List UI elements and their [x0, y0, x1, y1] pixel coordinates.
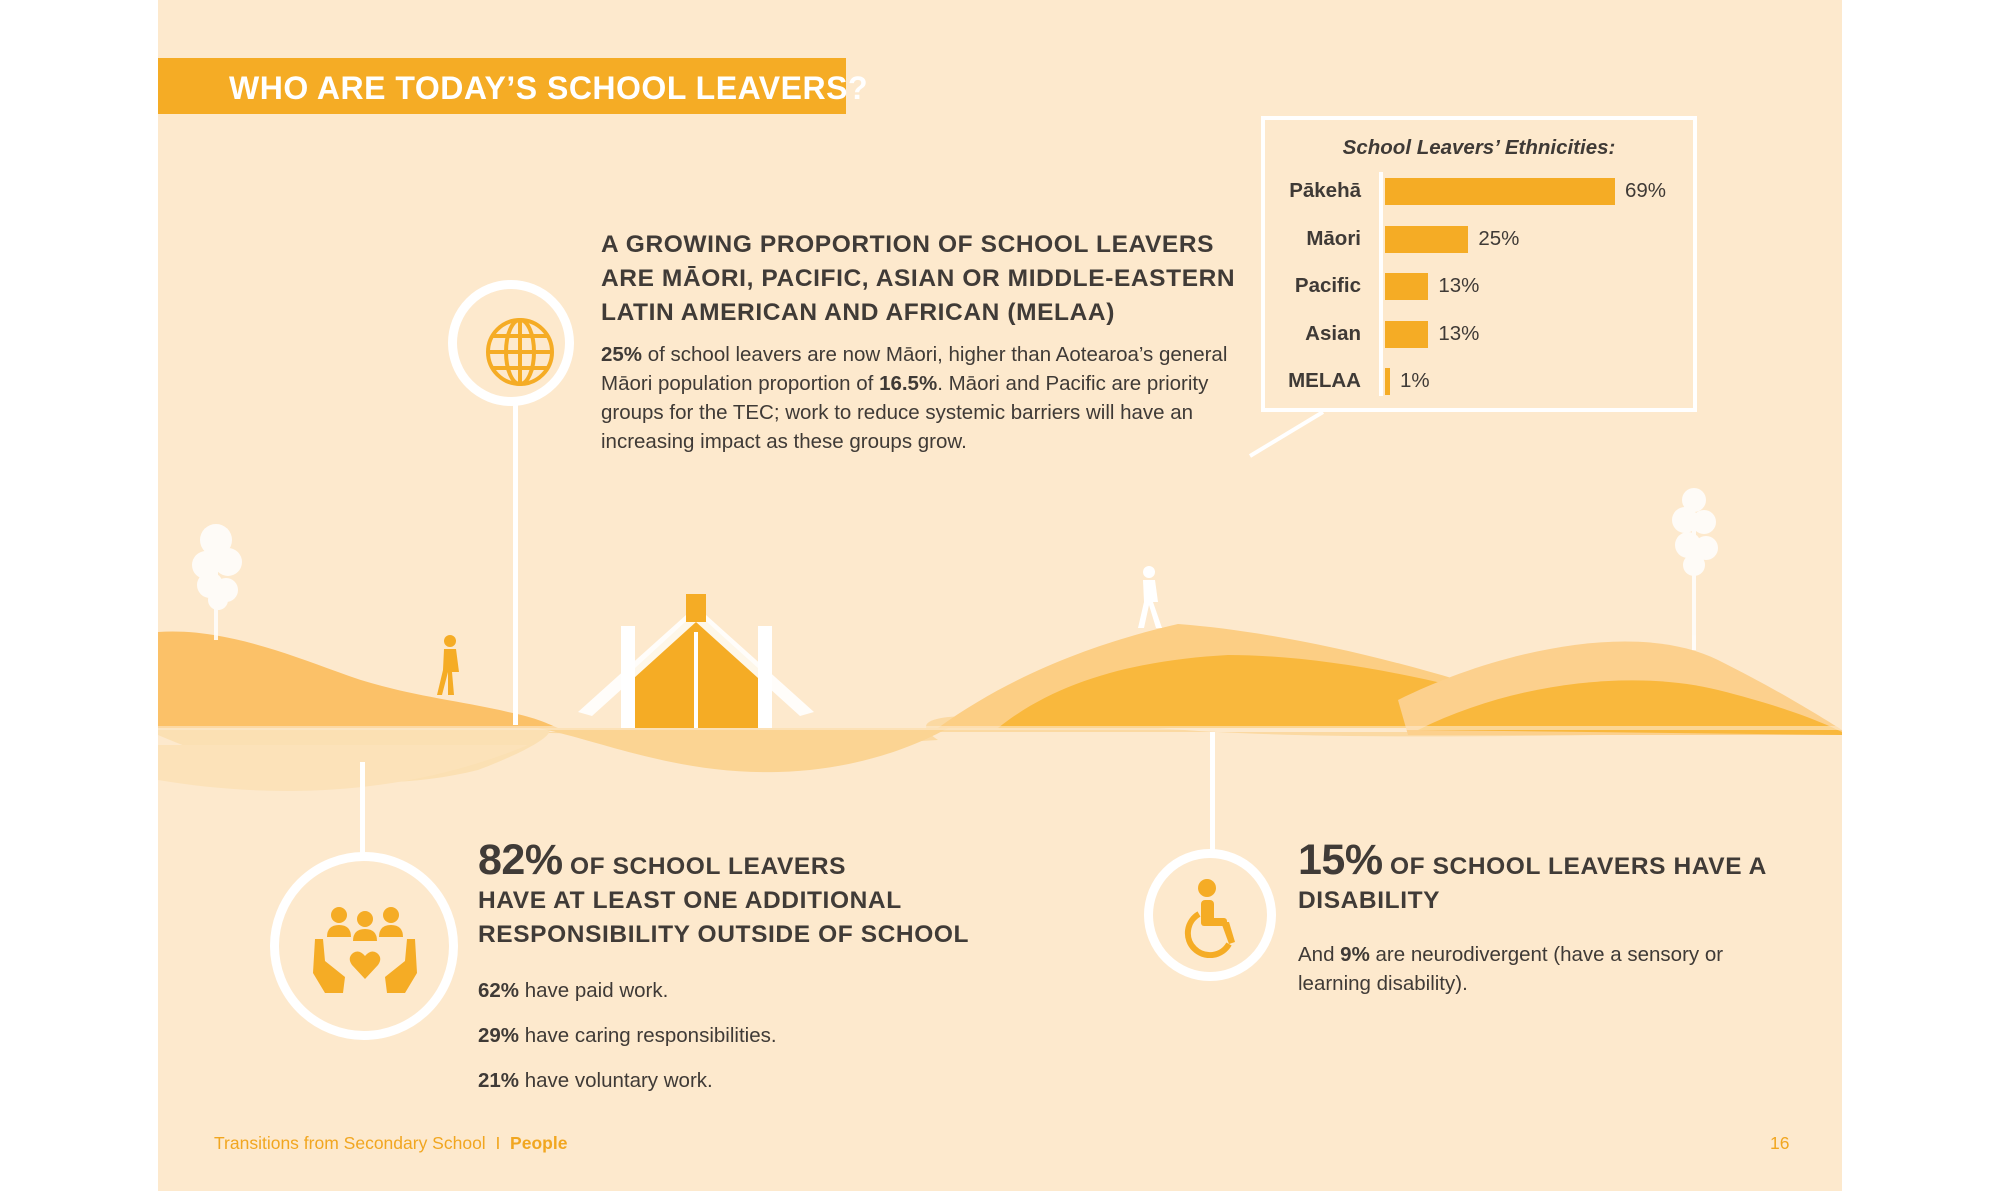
page-number: 16 — [1770, 1133, 1790, 1153]
ethnicity-chart — [1261, 116, 1697, 412]
chart-bar — [1385, 368, 1390, 395]
footer-doc-title: Transitions from Secondary School — [214, 1133, 486, 1153]
chart-axis — [1379, 172, 1383, 396]
neurodivergent-pct: 9% — [1340, 943, 1370, 966]
disability-heading-tail: OF SCHOOL LEAVERS HAVE A DISABILITY — [1298, 853, 1767, 914]
chart-value-label: 1% — [1400, 369, 1430, 392]
stat-caring-pct: 29% — [478, 1024, 520, 1047]
paragraph-text-1: of school leavers are now Māori, higher than Aotearoa’s general Māori population proportion of — [601, 343, 1228, 395]
footer — [214, 1133, 567, 1154]
stat-voluntary-pct: 21% — [478, 1069, 520, 1092]
disability-paragraph — [1298, 940, 1738, 998]
maori-population-pct: 16.5% — [879, 372, 938, 395]
footer-separator: I — [495, 1133, 501, 1153]
stat-paid-work-text: have paid work. — [519, 979, 669, 1002]
page-title: WHO ARE TODAY’S SCHOOL LEAVERS? — [229, 70, 868, 106]
footer-section: People — [510, 1133, 568, 1153]
stat-voluntary-text: have voluntary work. — [519, 1069, 713, 1092]
responsibility-big-stat: 82% — [478, 836, 563, 884]
ethnicity-heading: A GROWING PROPORTION OF SCHOOL LEAVERS ARE MĀORI, PACIFIC, ASIAN OR MIDDLE-EASTERN LATIN AMERICAN AND AFRICAN (MELAA) — [601, 231, 1236, 326]
chart-bar — [1385, 321, 1428, 348]
family-care-icon — [311, 903, 419, 995]
globe-circle — [448, 280, 574, 406]
stat-voluntary — [478, 1069, 713, 1093]
title-banner — [158, 58, 868, 114]
ethnicity-paragraph — [601, 340, 1241, 456]
disability-text: are neurodivergent (have a sensory or learning disability). — [1298, 943, 1724, 995]
page — [158, 0, 1842, 1191]
chart-bar — [1385, 226, 1468, 253]
maori-leavers-pct: 25% — [601, 343, 643, 366]
family-circle — [270, 852, 458, 1040]
disability-big-stat: 15% — [1298, 836, 1383, 884]
chart-value-label: 69% — [1625, 179, 1667, 202]
stat-caring — [478, 1024, 777, 1048]
stat-caring-text: have caring responsibilities. — [519, 1024, 777, 1047]
responsibility-heading — [478, 836, 1038, 952]
chart-title: School Leavers’ Ethnicities: — [1342, 136, 1616, 159]
chart-category-label: Pacific — [1294, 274, 1361, 297]
disability-circle — [1144, 849, 1276, 981]
chart-bar — [1385, 178, 1615, 205]
chart-category-label: Pākehā — [1289, 179, 1361, 202]
disability-heading — [1298, 836, 1818, 918]
responsibility-heading-tail: OF SCHOOL LEAVERS — [562, 853, 847, 880]
stat-paid-work — [478, 979, 668, 1003]
wheelchair-icon — [1181, 878, 1245, 958]
chart-bar — [1385, 273, 1428, 300]
chart-value-label: 13% — [1438, 321, 1480, 345]
chart-value-label: 25% — [1478, 226, 1520, 250]
responsibility-heading-rest: HAVE AT LEAST ONE ADDITIONAL RESPONSIBILITY OUTSIDE OF SCHOOL — [478, 887, 970, 948]
disability-lead: And — [1298, 943, 1341, 966]
chart-value-label: 13% — [1438, 274, 1480, 297]
paragraph-text-2: . Māori and Pacific are priority groups for the TEC; work to reduce systemic barriers will have an increasing impact as these groups grow. — [601, 372, 1209, 453]
globe-icon — [482, 314, 558, 390]
stat-paid-work-pct: 62% — [478, 979, 520, 1002]
chart-category-label: MELAA — [1288, 369, 1361, 392]
chart-category-label: Asian — [1305, 321, 1361, 345]
chart-category-label: Māori — [1306, 226, 1361, 250]
